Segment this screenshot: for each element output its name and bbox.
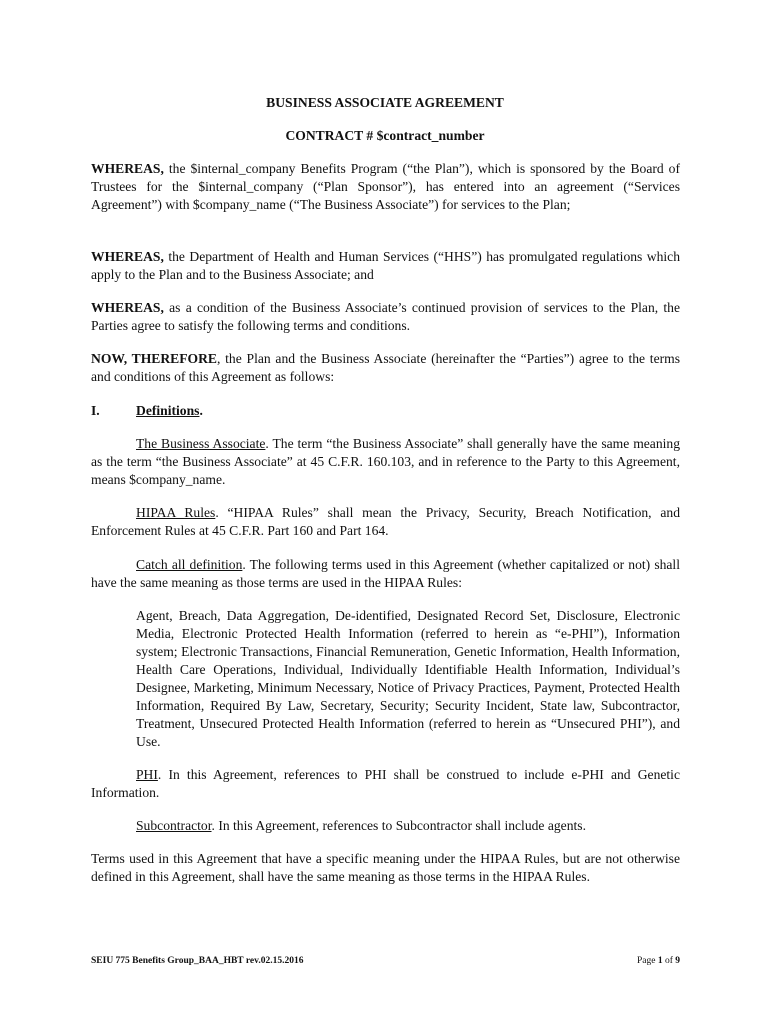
recital-paragraph (91, 160, 680, 214)
page-current: 1 (657, 956, 663, 966)
section-title-suffix: . (199, 403, 203, 418)
page-prefix: Page (636, 956, 658, 966)
contract-number-line: CONTRACT # $contract_number (285, 128, 485, 143)
now-therefore-paragraph (91, 350, 680, 386)
recital-lead: WHEREAS, (91, 161, 164, 176)
recital-text: the $internal_company Benefits Program (“the Plan”), which is sponsored by the Board of Trustees for the $internal_company (“Plan Sponsor”), has entered into an agreement (“Services Agreement”) with $company_name (“The Business Associate”) for services to the Plan; (91, 161, 680, 212)
closing-paragraph: Terms used in this Agreement that have a specific meaning under the HIPAA Rules, but are not otherwise defined in this Agreement, shall have the same meaning as those terms in the HIPAA Rules. (91, 851, 680, 884)
definition-term: HIPAA Rules (136, 505, 216, 520)
definition-paragraph (91, 435, 680, 489)
section-number: I. (91, 403, 100, 418)
definition-term: PHI (136, 767, 158, 782)
definition-paragraph (91, 766, 680, 802)
definition-paragraph (91, 817, 680, 835)
recital-lead: WHEREAS, (91, 300, 164, 315)
recital-text: as a condition of the Business Associate’s continued provision of services to the Plan, the Parties agree to satisfy the following terms and conditions. (91, 300, 680, 333)
recital-paragraph (91, 248, 680, 284)
definition-paragraph (91, 504, 680, 540)
footer-page-number (560, 956, 680, 966)
definition-text: . In this Agreement, references to PHI shall be construed to include e-PHI and Genetic Information. (91, 767, 680, 800)
definition-text: . The term “the Business Associate” shall generally have the same meaning as the term “the Business Associate” at 45 C.F.R. 160.103, and in reference to the Party to this Agreement, means $company_name. (91, 436, 680, 487)
definition-text: . The following terms used in this Agreement (whether capitalized or not) shall have the same meaning as those terms are used in the HIPAA Rules: (91, 557, 680, 590)
recital-paragraph (91, 299, 680, 335)
defined-terms-list: Agent, Breach, Data Aggregation, De-identified, Designated Record Set, Disclosure, Electronic Media, Electronic Protected Health Information (referred to herein as “e-PHI”), Information system; Electronic Transactions, Financial Remuneration, Genetic Information, Health Information, Health Care Operations, Individual, Individually Identifiable Health Information, Individual’s Designee, Marketing, Minimum Necessary, Notice of Privacy Practices, Payment, Protected Health Information, Required By Law, Secretary, Security; Security Incident, State law, Subcontractor, Treatment, Unsecured Protected Health Information (referred to herein as “Unsecured PHI”), and Use. (136, 608, 680, 749)
definition-text: . “HIPAA Rules” shall mean the Privacy, Security, Breach Notification, and Enforcement Rules at 45 C.F.R. Part 160 and Part 164. (91, 505, 681, 538)
section-title: Definitions (136, 403, 200, 418)
document-title: BUSINESS ASSOCIATE AGREEMENT (266, 95, 504, 110)
definition-paragraph (91, 556, 680, 592)
section-heading (136, 403, 203, 419)
recital-lead: WHEREAS, (91, 249, 164, 264)
definition-term: The Business Associate (136, 436, 266, 451)
recital-text: the Department of Health and Human Services (“HHS”) has promulgated regulations which apply to the Plan and to the Business Associate; and (91, 249, 680, 282)
recital-lead: NOW, THEREFORE (91, 351, 217, 366)
recital-text: , the Plan and the Business Associate (hereinafter the “Parties”) agree to the terms and conditions of this Agreement as follows: (91, 351, 681, 384)
page-of: of (662, 956, 676, 966)
definition-term: Catch all definition (136, 557, 243, 572)
definition-text: . In this Agreement, references to Subcontractor shall include agents. (211, 818, 586, 833)
page-total: 9 (675, 956, 680, 966)
definition-term: Subcontractor (136, 818, 212, 833)
footer-document-id: SEIU 775 Benefits Group_BAA_HBT rev.02.15.2016 (91, 956, 304, 966)
